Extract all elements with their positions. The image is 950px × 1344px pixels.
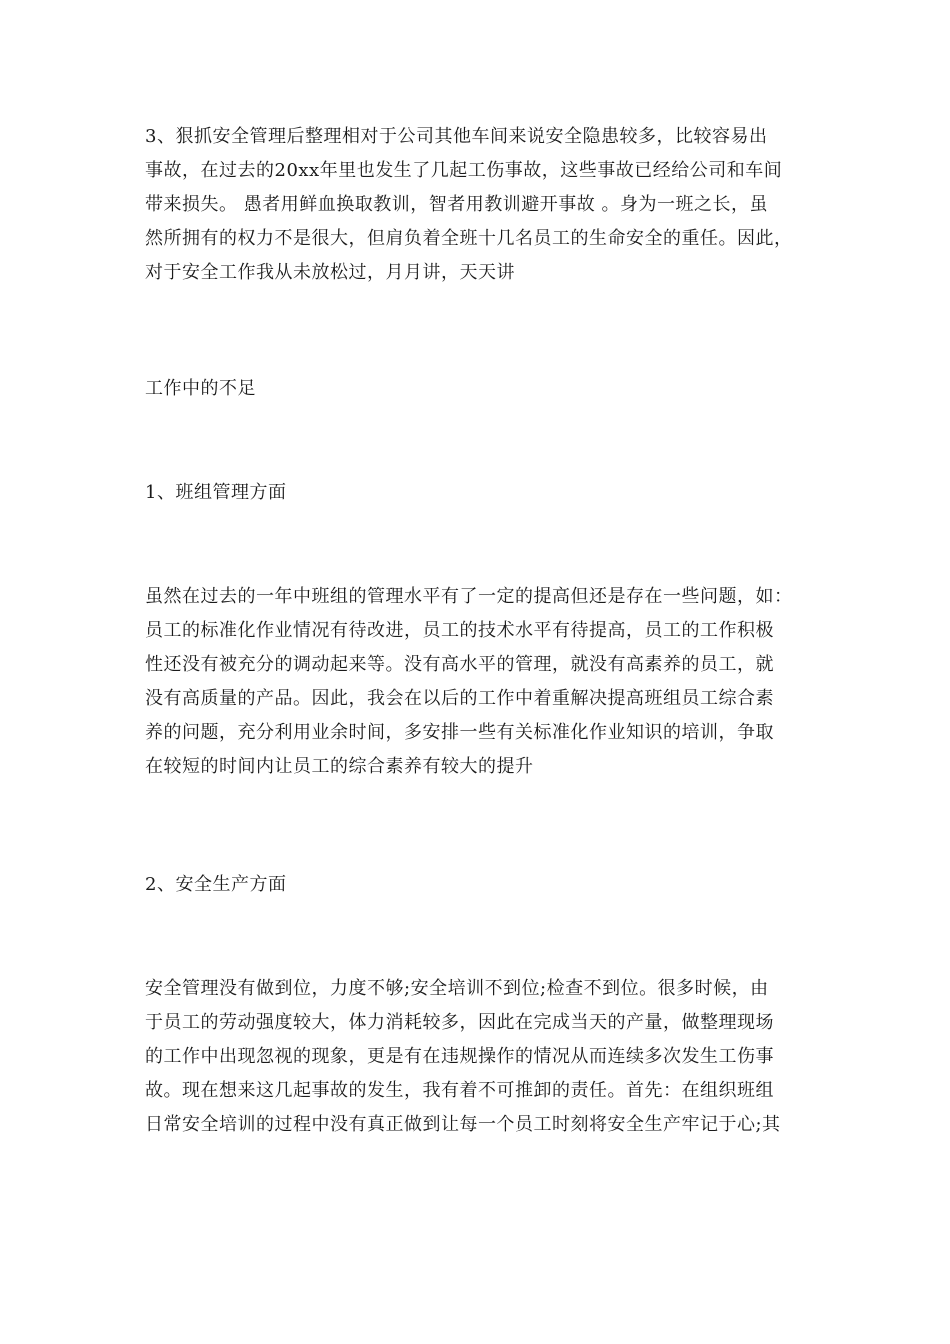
- text-line: 日常安全培训的过程中没有真正做到让每一个员工时刻将安全生产牢记于心;其: [145, 1114, 781, 1135]
- text-line: 在较短的时间内让员工的综合素养有较大的提升: [145, 756, 534, 777]
- text-line: 带来损失。 愚者用鲜血换取教训，智者用教训避开事故 。身为一班之长，虽: [145, 194, 768, 215]
- paragraph-safety-management: [145, 120, 807, 290]
- paragraph-team-management: [145, 580, 807, 784]
- subheading-team-management: 1、班组管理方面: [145, 482, 287, 503]
- text-line: 养的问题，充分利用业余时间，多安排一些有关标准化作业知识的培训，争取: [145, 722, 774, 743]
- section-heading-shortcomings: 工作中的不足: [145, 378, 256, 399]
- text-line: 员工的标准化作业情况有待改进，员工的技术水平有待提高，员工的工作积极: [145, 620, 774, 641]
- subheading-safety-production: 2、安全生产方面: [145, 874, 287, 895]
- text-line: 故。现在想来这几起事故的发生，我有着不可推卸的责任。首先：在组织班组: [145, 1080, 774, 1101]
- text-line: 对于安全工作我从未放松过，月月讲，天天讲: [145, 262, 515, 283]
- text-line: 安全管理没有做到位，力度不够;安全培训不到位;检查不到位。很多时候，由: [145, 978, 769, 999]
- text-line: 3、狠抓安全管理后整理相对于公司其他车间来说安全隐患较多，比较容易出: [145, 126, 768, 147]
- paragraph-safety-production: [145, 972, 807, 1142]
- text-line: 事故，在过去的20xx年里也发生了几起工伤事故，这些事故已经给公司和车间: [145, 160, 783, 181]
- text-line: 虽然在过去的一年中班组的管理水平有了一定的提高但还是存在一些问题，如：: [145, 586, 793, 607]
- text-line: 于员工的劳动强度较大，体力消耗较多，因此在完成当天的产量，做整理现场: [145, 1012, 774, 1033]
- text-line: 没有高质量的产品。因此，我会在以后的工作中着重解决提高班组员工综合素: [145, 688, 774, 709]
- text-line: 然所拥有的权力不是很大，但肩负着全班十几名员工的生命安全的重任。因此，: [145, 228, 793, 249]
- text-line: 的工作中出现忽视的现象，更是有在违规操作的情况从而连续多次发生工伤事: [145, 1046, 774, 1067]
- text-line: 性还没有被充分的调动起来等。没有高水平的管理，就没有高素养的员工，就: [145, 654, 774, 675]
